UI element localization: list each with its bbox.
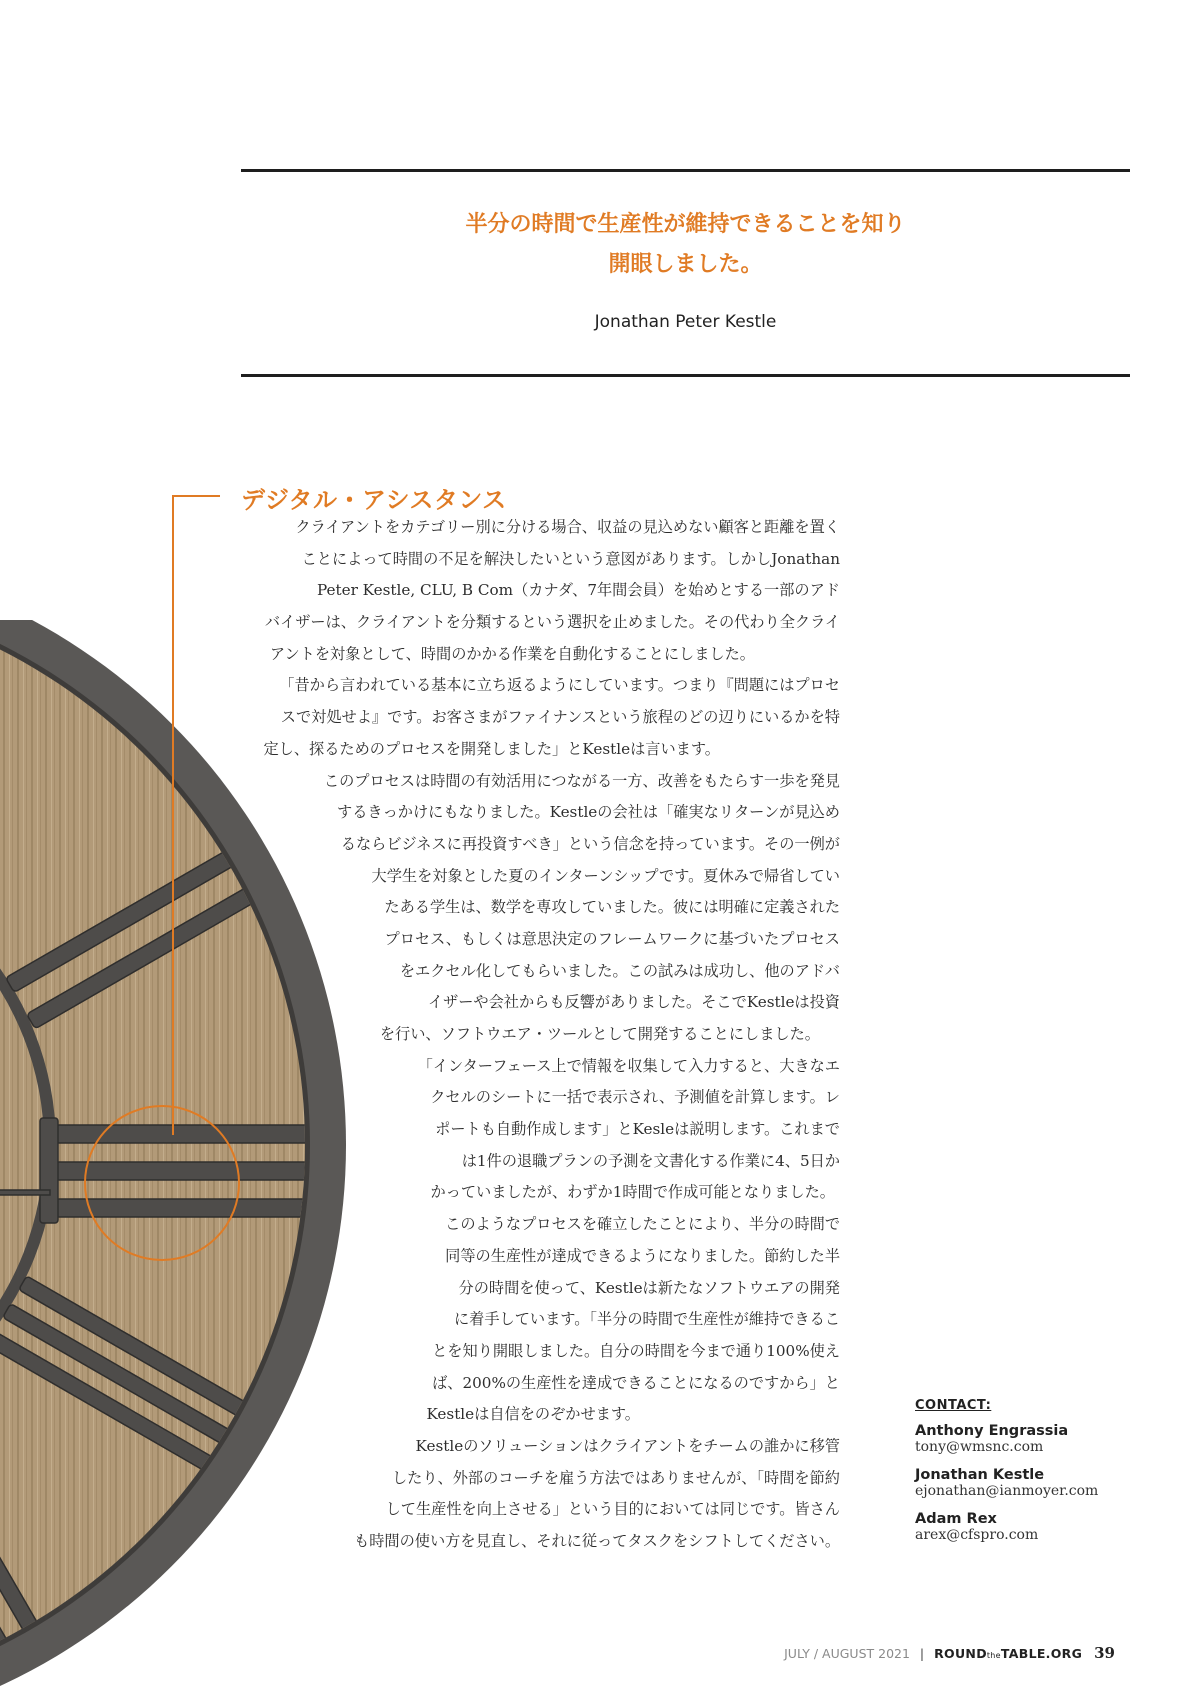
body-line: スで対処せよ』です。お客さまがファイナンスという旅程のどの辺りにいるかを特 — [280, 708, 840, 727]
section-heading: デジタル・アシスタンス — [241, 486, 507, 514]
body-line: 大学生を対象とした夏のインターンシップです。夏休みで帰省してい — [371, 866, 840, 885]
body-line: も時間の使い方を見直し、それに従ってタスクをシフトしてください。 — [354, 1532, 840, 1550]
body-line: に着手しています。「半分の時間で生産性が維持できるこ — [453, 1310, 840, 1329]
pull-quote-line-1: 半分の時間で生産性が維持できることを知り — [465, 212, 906, 237]
body-line: ば、200%の生産性を達成できることになるのですから」と — [432, 1373, 840, 1392]
pull-quote-line-2: 開眼しました。 — [608, 252, 763, 277]
body-line: ポートも自動作成します」とKesleは説明します。これまで — [435, 1120, 840, 1139]
contact-name: Jonathan Kestle — [915, 1467, 1045, 1483]
body-line: Peter Kestle, CLU, B Com（カナダ、7年間会員）を始めとする一部のアド — [316, 581, 840, 600]
body-line: このプロセスは時間の有効活用につながる一方、改善をもたらす一歩を発見 — [323, 771, 840, 790]
contact-box — [915, 1398, 1098, 1555]
body-line: かっていましたが、わずか1時間で作成可能となりました。 — [430, 1183, 835, 1202]
footer-separator: | — [919, 1646, 925, 1661]
body-line: プロセス、もしくは意思決定のフレームワークに基づいたプロセス — [384, 929, 840, 948]
page-number: 39 — [1094, 1644, 1115, 1662]
body-line: アントを対象として、時間のかかる作業を自動化することにしました。 — [269, 644, 755, 663]
body-line: をエクセル化してもらいました。この試みは成功し、他のアドバ — [399, 961, 840, 980]
body-line: して生産性を向上させる」という目的においては同じです。皆さん — [385, 1500, 840, 1519]
contact-email[interactable]: ejonathan@ianmoyer.com — [915, 1483, 1099, 1499]
body-line: したり、外部のコーチを雇う方法ではありませんが、「時間を節約 — [391, 1468, 840, 1487]
body-line: を行い、ソフトウエア・ツールとして開発することにしました。 — [379, 1025, 820, 1043]
body-line: 「インターフェース上で情報を収集して入力すると、大きなエ — [417, 1056, 840, 1075]
body-line: ことによって時間の不足を解決したいという意図があります。しかしJonathan — [301, 549, 840, 568]
body-line: クライアントをカテゴリー別に分ける場合、収益の見込めない顧客と距離を置く — [295, 518, 840, 536]
body-line: クセルのシートに一括で表示され、予測値を計算します。レ — [430, 1088, 840, 1107]
body-line: このようなプロセスを確立したことにより、半分の時間で — [445, 1215, 840, 1234]
section-bracket-horizontal — [172, 495, 220, 497]
footer-brand-table: TABLE.ORG — [1000, 1646, 1083, 1661]
footer-issue: JULY / AUGUST 2021 — [784, 1646, 910, 1661]
body-line: Kestleのソリューションはクライアントをチームの誰かに移管 — [415, 1436, 840, 1455]
contact-name: Anthony Engrassia — [915, 1423, 1069, 1439]
pull-quote — [241, 205, 1130, 285]
body-line: は1件の退職プランの予測を文書化する作業に4、5日か — [461, 1151, 840, 1170]
body-line: るならビジネスに再投資すべき」という信念を持っています。その一例が — [340, 834, 840, 853]
body-line: Kestleは自信をのぞかせます。 — [426, 1405, 640, 1424]
footer-brand[interactable] — [934, 1646, 1082, 1661]
body-line: 定し、探るためのプロセスを開発しました」とKestleは言います。 — [263, 739, 720, 758]
body-line: イザーや会社からも反響がありました。そこでKestleは投資 — [427, 993, 840, 1012]
footer-brand-the: the — [986, 1651, 1001, 1660]
body-line: 分の時間を使って、Kestleは新たなソフトウエアの開発 — [458, 1278, 840, 1297]
body-line: とを知り開眼しました。自分の時間を今まで通り100%使え — [432, 1341, 840, 1360]
page-footer — [784, 1644, 1115, 1662]
contact-title: CONTACT: — [915, 1398, 992, 1413]
contact-email[interactable]: tony@wmsnc.com — [915, 1439, 1044, 1455]
contact-email[interactable]: arex@cfspro.com — [915, 1527, 1039, 1543]
body-line: たある学生は、数学を専攻していました。彼には明確に定義された — [384, 898, 840, 917]
article-body — [0, 512, 840, 1558]
contact-name: Adam Rex — [915, 1511, 997, 1527]
body-line: するきっかけにもなりました。Kestleの会社は「確実なリターンが見込め — [337, 803, 840, 822]
body-line: 同等の生産性が達成できるようになりました。節約した半 — [445, 1246, 840, 1265]
bottom-rule — [241, 374, 1130, 377]
top-rule — [241, 169, 1130, 172]
body-line: バイザーは、クライアントを分類するという選択を止めました。その代わり全クライ — [264, 613, 840, 632]
footer-brand-round: ROUND — [934, 1646, 987, 1661]
pull-quote-author: Jonathan Peter Kestle — [594, 312, 777, 332]
body-line: 「昔から言われている基本に立ち返るようにしています。つまり『問題にはプロセ — [279, 676, 840, 695]
